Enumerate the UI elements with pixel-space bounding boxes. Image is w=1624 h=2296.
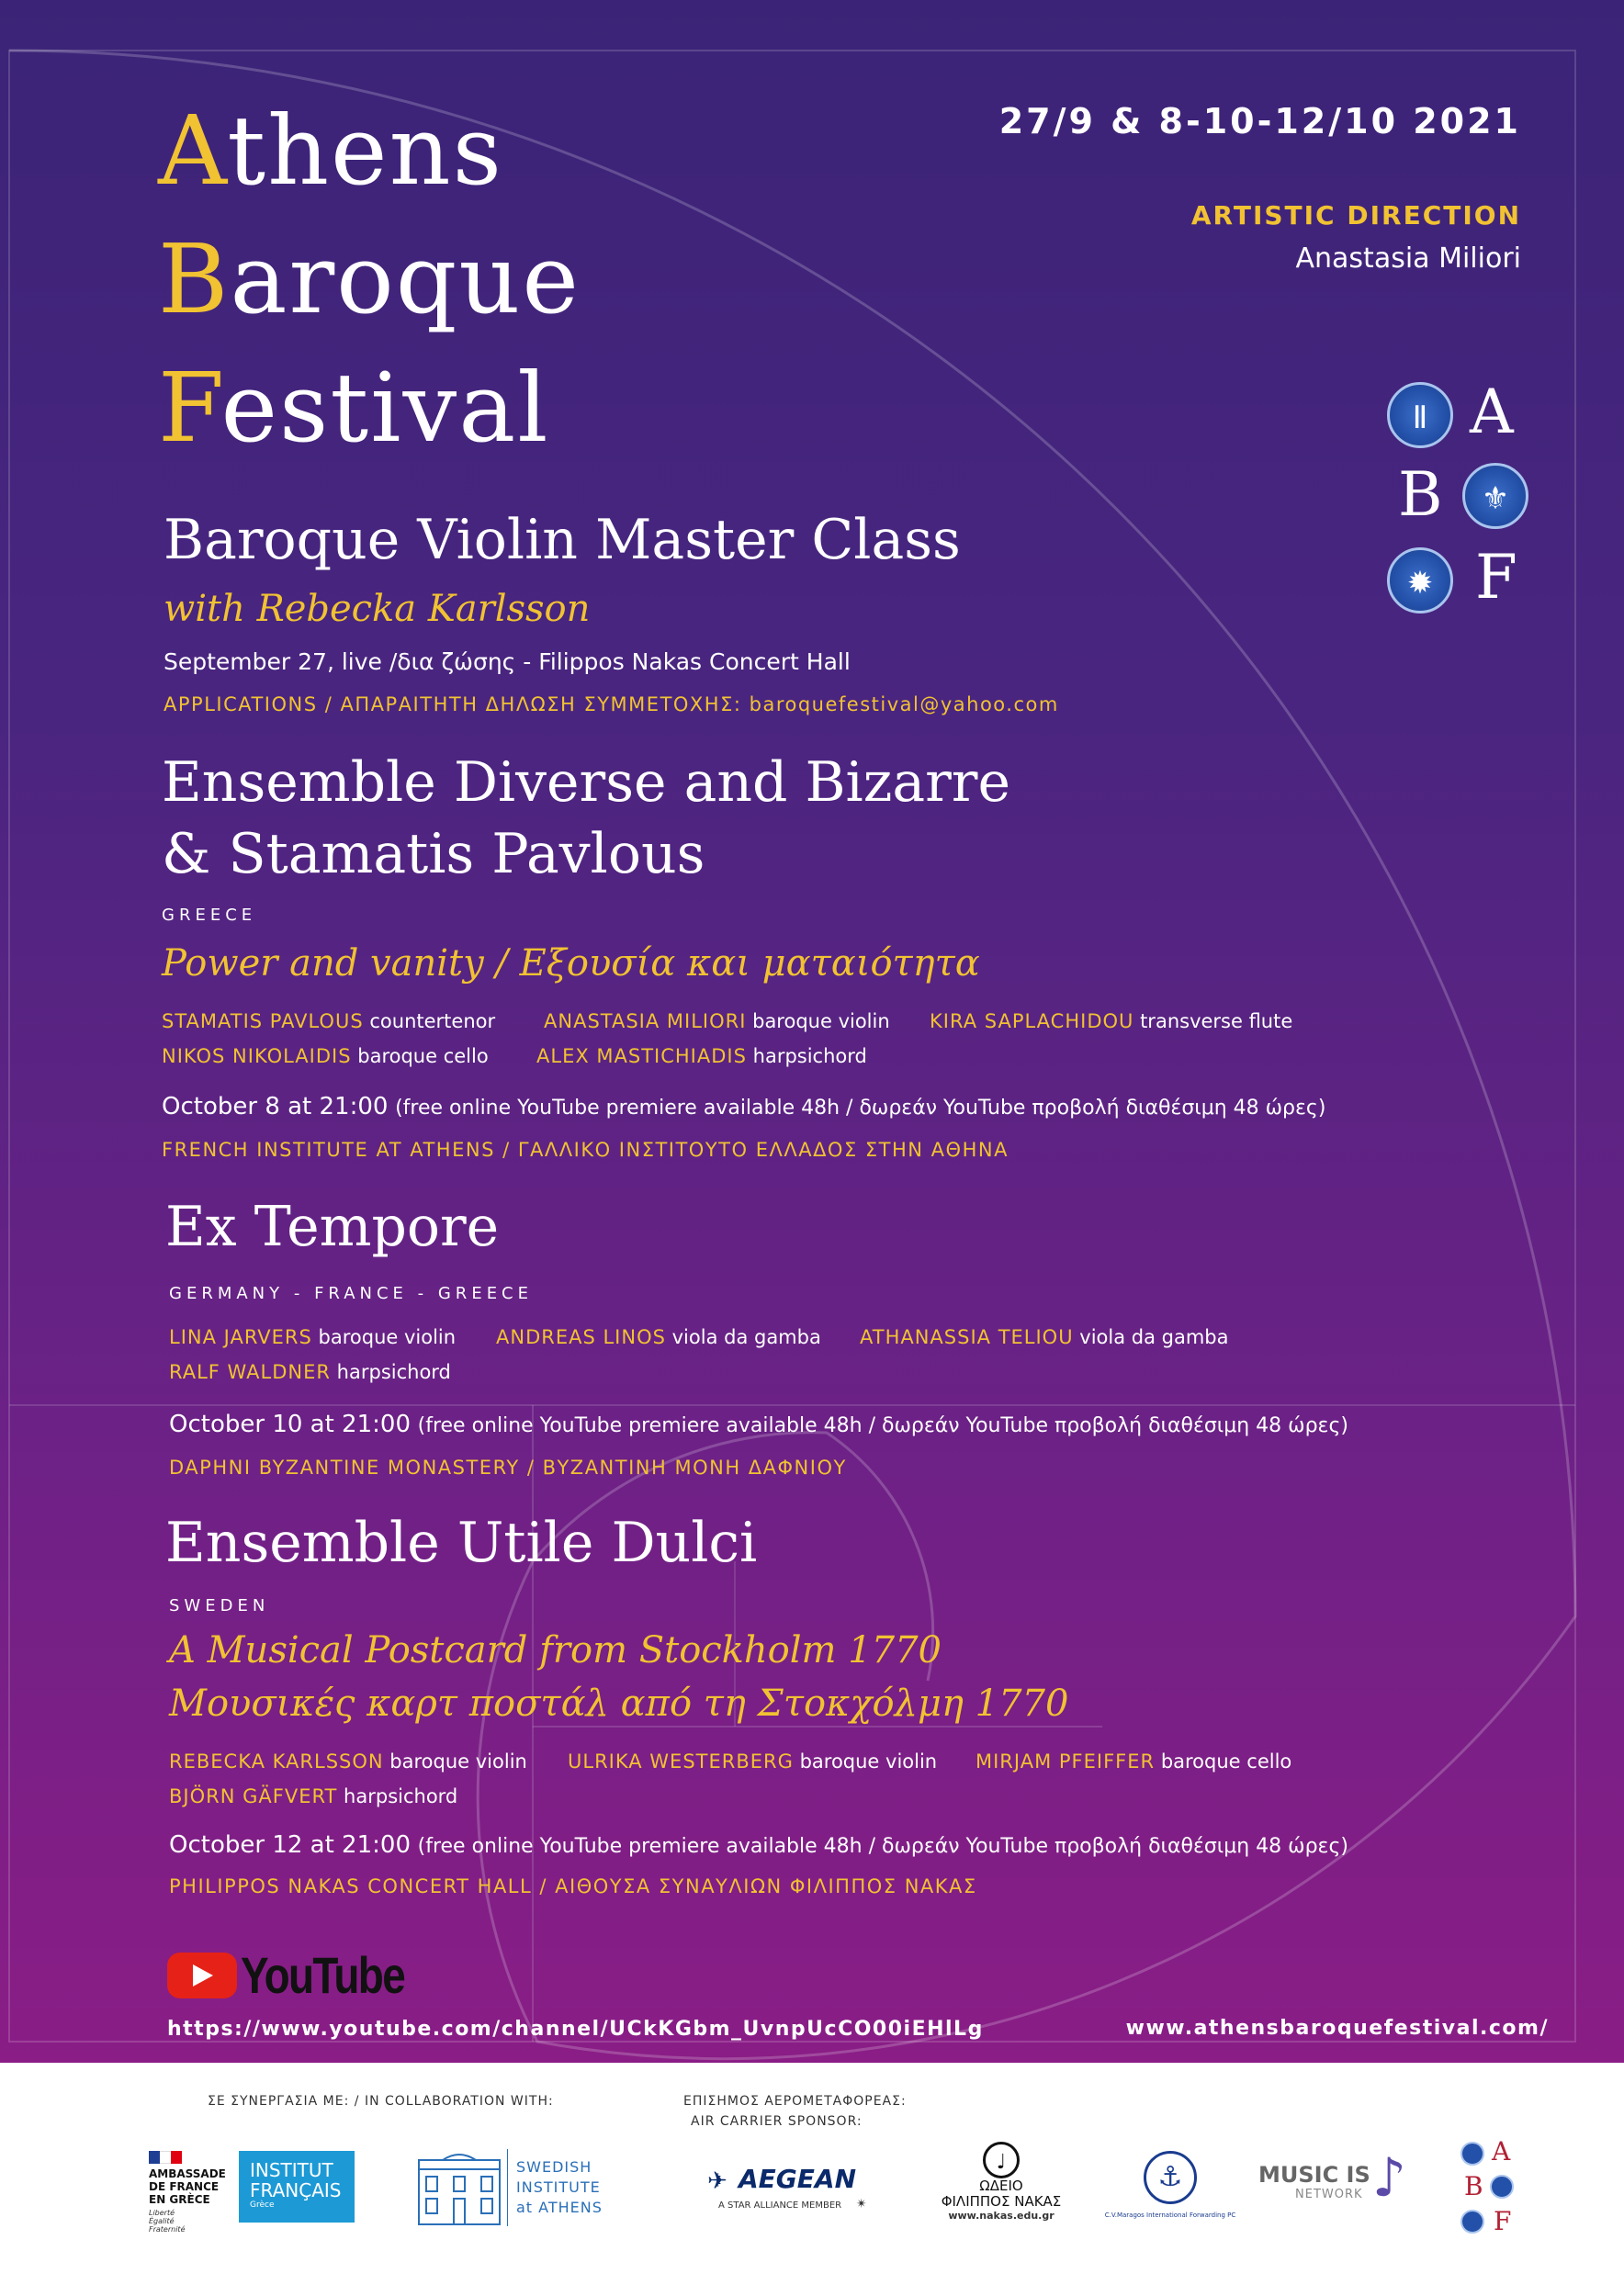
- festival-dates: 27/9 & 8-10-12/10 2021: [998, 101, 1521, 141]
- sponsor-footer: [0, 2063, 1624, 2296]
- event3-venue: PHILIPPOS NAKAS CONCERT HALL / ΑΙΘΟΥΣΑ ΣΥΝΑΥΛΙΩΝ ΦΙΛΙΠΠΟΣ ΝΑΚΑΣ: [169, 1875, 977, 1897]
- event1-date: October 8 at 21:00: [162, 1093, 389, 1120]
- musician-name: BJÖRN GÄFVERT: [169, 1785, 338, 1807]
- swedish-line: at ATHENS: [516, 2199, 603, 2216]
- event1-venue: FRENCH INSTITUTE AT ATHENS / ΓΑΛΛΙΚΟ ΙΝΣΤΙΤΟΥΤΟ ΕΛΛΑΔΟΣ ΣΤΗΝ ΑΘΗΝΑ: [162, 1139, 1009, 1161]
- musician-role: baroque violin: [752, 1010, 890, 1032]
- event1-musician: [544, 1010, 890, 1032]
- masterclass-info: September 27, live /δια ζώσης - Filippos Nakas Concert Hall: [164, 648, 851, 675]
- event3-date: October 12 at 21:00: [169, 1831, 411, 1859]
- star-alliance-icon: ✴: [856, 2197, 867, 2212]
- musician-role: transverse flute: [1140, 1010, 1293, 1032]
- musician-name: REBECKA KARLSSON: [169, 1750, 384, 1773]
- event2-venue: DAPHNI BYZANTINE MONASTERY / ΒΥΖΑΝΤΙΝΗ ΜΟΝΗ ΔΑΦΝΙΟΥ: [169, 1457, 847, 1479]
- aegean-wordmark: AEGEAN: [739, 2164, 857, 2194]
- ambassade-motto: Fraternité: [149, 2225, 186, 2234]
- institut-line: FRANÇAIS: [250, 2179, 342, 2201]
- event2-musician: [169, 1361, 451, 1383]
- event2-country: GERMANY - FRANCE - GREECE: [169, 1284, 534, 1303]
- event3-date-line: [169, 1831, 1348, 1859]
- abf-footer-logo: [1459, 2136, 1523, 2246]
- building-icon: [415, 2147, 503, 2228]
- event3-subtitle-line1: A Musical Postcard from Stockholm 1770: [169, 1629, 942, 1671]
- column-medal-icon: [1460, 2142, 1484, 2166]
- youtube-play-icon: [167, 1953, 237, 1998]
- musician-name: ATHANASSIA TELIOU: [860, 1326, 1074, 1348]
- carrier-label-greek: ΕΠΙΣΗΜΟΣ ΑΕΡΟΜΕΤΑΦΟΡΕΑΣ:: [683, 2094, 907, 2109]
- artistic-director-name: Anastasia Miliori: [1295, 242, 1521, 275]
- musician-role: harpsichord: [344, 1785, 458, 1807]
- event1-musician: [162, 1045, 489, 1067]
- odeio-line: ΩΔΕΙΟ: [979, 2178, 1023, 2194]
- event3-subtitle-line2: Μουσικές καρτ ποστάλ από τη Στοκχόλμη 1770: [169, 1683, 1069, 1725]
- aegean-tagline: A STAR ALLIANCE MEMBER: [718, 2200, 842, 2211]
- event2-date-note: (free online YouTube premiere available 48h / δωρεάν YouTube προβολή διαθέσιμη 48 ώρες): [417, 1414, 1348, 1437]
- title-athens: [158, 95, 503, 207]
- event2-date: October 10 at 21:00: [169, 1411, 411, 1438]
- aegean-wing-icon: ✈: [707, 2167, 727, 2195]
- event3-musician: [169, 1750, 527, 1773]
- musician-name: NIKOS NIKOLAIDIS: [162, 1045, 352, 1067]
- column-medal-icon: Ⅱ: [1387, 382, 1453, 448]
- musician-role: baroque cello: [1160, 1750, 1292, 1773]
- title-festival: [158, 352, 550, 464]
- title-rest-baroque: aroque: [230, 223, 581, 335]
- event2-title: Ex Tempore: [165, 1195, 500, 1259]
- title-rest-festival: estival: [220, 352, 550, 464]
- institut-francais-logo: [239, 2151, 355, 2223]
- musician-name: RALF WALDNER: [169, 1361, 331, 1383]
- collaboration-label: ΣΕ ΣΥΝΕΡΓΑΣΙΑ ΜΕ: / IN COLLABORATION WITH:: [208, 2094, 554, 2109]
- musician-name: LINA JARVERS: [169, 1326, 312, 1348]
- fleur-de-lis-medal-icon: [1490, 2175, 1514, 2199]
- event3-title: Ensemble Utile Dulci: [165, 1511, 758, 1575]
- musician-role: baroque violin: [799, 1750, 938, 1773]
- event3-musician: [169, 1785, 457, 1807]
- odeio-line: ΦΙΛΙΠΠΟΣ ΝΑΚΑΣ: [941, 2193, 1062, 2210]
- event1-title-line2: & Stamatis Pavlous: [162, 822, 705, 886]
- title-cap-a: A: [158, 95, 228, 207]
- event1-date-note: (free online YouTube premiere available 48h / δωρεάν YouTube προβολή διαθέσιμη 48 ώρες): [395, 1097, 1326, 1120]
- musician-name: KIRA SAPLACHIDOU: [930, 1010, 1134, 1032]
- festival-website-link[interactable]: www.athensbaroquefestival.com/: [1125, 2017, 1549, 2040]
- odeio-url: www.nakas.edu.gr: [948, 2210, 1054, 2222]
- footer-letter-a: A: [1492, 2136, 1511, 2167]
- ambassade-line: DE FRANCE: [149, 2180, 220, 2193]
- institut-line: INSTITUT: [250, 2159, 333, 2181]
- title-rest-athens: thens: [227, 95, 503, 207]
- event2-musician: [169, 1326, 456, 1348]
- musician-name: ULRIKA WESTERBERG: [568, 1750, 794, 1773]
- cv-maragos-logo: [1097, 2151, 1244, 2234]
- event1-title-line1: Ensemble Diverse and Bizarre: [162, 750, 1010, 815]
- sun-medal-icon: [1460, 2210, 1484, 2234]
- event2-musician: [860, 1326, 1228, 1348]
- musician-role: baroque violin: [318, 1326, 457, 1348]
- french-flag-icon: [149, 2151, 182, 2164]
- ambassade-line: AMBASSADE: [149, 2167, 226, 2180]
- event3-date-note: (free online YouTube premiere available 48h / δωρεάν YouTube προβολή διαθέσιμη 48 ώρες): [417, 1835, 1348, 1858]
- event1-musician: [930, 1010, 1292, 1032]
- music-is-wordmark: MUSIC IS: [1258, 2162, 1370, 2188]
- musician-role: viola da gamba: [1079, 1326, 1229, 1348]
- odeio-nakas-logo: [937, 2142, 1066, 2234]
- ambassade-de-france-logo: [149, 2151, 231, 2234]
- musician-name: MIRJAM PFEIFFER: [976, 1750, 1156, 1773]
- event1-musician: [536, 1045, 867, 1067]
- musician-name: ANASTASIA MILIORI: [544, 1010, 747, 1032]
- cv-maragos-caption: C.V.Maragos International Forwarding PC: [1104, 2212, 1236, 2219]
- event1-subtitle: Power and vanity / Εξουσία και ματαιότητα: [162, 942, 980, 985]
- footer-letter-b: B: [1464, 2171, 1483, 2201]
- carrier-label-english: AIR CARRIER SPONSOR:: [691, 2114, 863, 2129]
- swedish-institute-logo: [415, 2145, 610, 2230]
- logo-letter-f: F: [1475, 542, 1517, 613]
- musician-name: STAMATIS PAVLOUS: [162, 1010, 364, 1032]
- youtube-channel-link[interactable]: https://www.youtube.com/channel/UCkKGbm_UvnpUcCO00iEHlLg: [167, 2018, 984, 2041]
- anchor-emblem-icon: ⚓: [1144, 2151, 1197, 2204]
- musician-role: countertenor: [369, 1010, 496, 1032]
- music-note-icon: ♪: [1372, 2146, 1407, 2209]
- title-cap-f: F: [158, 352, 221, 464]
- logo-letter-b: B: [1398, 459, 1443, 530]
- ambassade-motto: Égalité: [149, 2217, 175, 2225]
- event3-musician: [568, 1750, 937, 1773]
- logo-letter-a: A: [1470, 377, 1514, 447]
- masterclass-subtitle: with Rebecka Karlsson: [164, 588, 591, 630]
- ambassade-motto: Liberté: [149, 2209, 175, 2217]
- artistic-direction-label: ARTISTIC DIRECTION: [1190, 200, 1521, 231]
- institut-sub: Grèce: [250, 2200, 275, 2210]
- youtube-wordmark: YouTube: [241, 1946, 405, 2004]
- footer-letter-f: F: [1494, 2206, 1512, 2236]
- event1-musician: [162, 1010, 495, 1032]
- aegean-logo: [707, 2164, 882, 2219]
- event2-musician: [496, 1326, 821, 1348]
- musician-name: ANDREAS LINOS: [496, 1326, 666, 1348]
- sun-medal-icon: ✹: [1387, 547, 1453, 613]
- event3-country: SWEDEN: [169, 1596, 270, 1615]
- masterclass-title: Baroque Violin Master Class: [164, 508, 961, 572]
- musician-role: baroque violin: [389, 1750, 527, 1773]
- event1-country: GREECE: [162, 906, 257, 925]
- lyre-emblem-icon: ♩: [983, 2142, 1020, 2178]
- musician-role: viola da gamba: [671, 1326, 821, 1348]
- title-baroque: [158, 223, 581, 335]
- masterclass-applications: APPLICATIONS / ΑΠΑΡΑΙΤΗΤΗ ΔΗΛΩΣΗ ΣΥΜΜΕΤΟΧΗΣ: baroquefestival@yahoo.com: [164, 693, 1059, 715]
- event2-date-line: [169, 1411, 1348, 1438]
- swedish-line: INSTITUTE: [516, 2178, 601, 2196]
- music-is-network-logo: [1258, 2146, 1424, 2219]
- event1-date-line: [162, 1093, 1325, 1120]
- fleur-de-lis-medal-icon: ⚜: [1462, 463, 1528, 529]
- musician-name: ALEX MASTICHIADIS: [536, 1045, 747, 1067]
- event3-musician: [976, 1750, 1291, 1773]
- title-cap-b: B: [158, 223, 231, 335]
- musician-role: baroque cello: [357, 1045, 489, 1067]
- music-network-word: NETWORK: [1295, 2188, 1363, 2201]
- ambassade-line: EN GRÈCE: [149, 2193, 210, 2206]
- swedish-line: SWEDISH: [516, 2158, 592, 2176]
- musician-role: harpsichord: [752, 1045, 867, 1067]
- musician-role: harpsichord: [336, 1361, 451, 1383]
